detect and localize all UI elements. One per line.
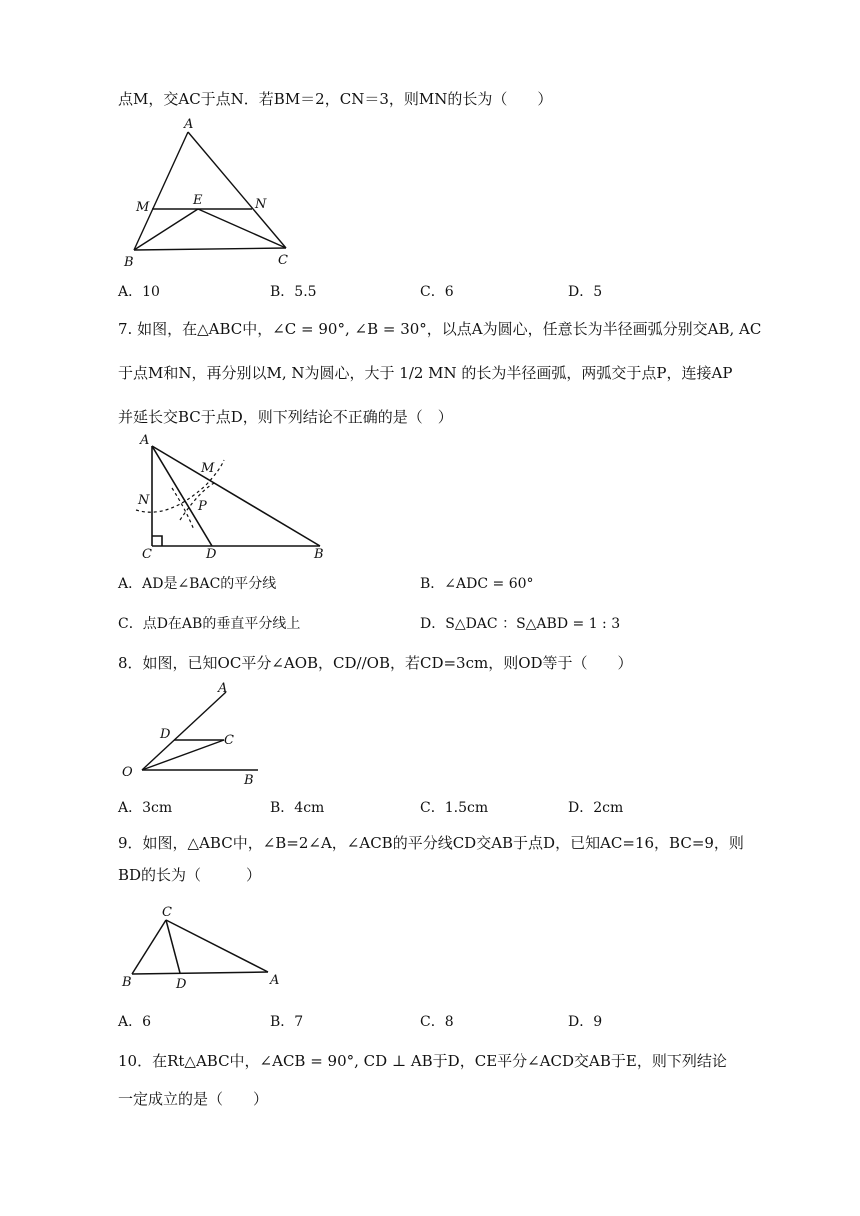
q9-triangle-figure [118,900,298,996]
q7-label-D: D [206,547,217,562]
q6-option-d: D．5 [568,284,603,300]
q8-stem: 8．如图，已知OC平分∠AOB，CD//OB，若CD=3cm，则OD等于（ ） [118,654,633,672]
q8-label-C: C [224,733,234,748]
q6-label-N: N [255,197,267,212]
q7-stem-line2: 于点M和N，再分别以M, N为圆心，大于 1/2 MN 的长为半径画弧，两弧交于点P，连接AP [118,364,733,382]
q8-label-D: D [160,727,171,742]
q7-option-a: A．AD是∠BAC的平分线 [118,576,277,592]
q7-label-C: C [142,547,152,562]
q6-label-E: E [193,193,203,208]
q8-option-b: B．4cm [270,800,325,816]
q6-stem-tail: 点M，交AC于点N．若BM＝2，CN＝3，则MN的长为（ ） [118,90,553,108]
q6-label-B: B [124,255,134,270]
q6-label-C: C [278,253,288,268]
q9-stem-line2: BD的长为（ ） [118,866,262,884]
q6-option-b: B．5.5 [270,284,317,300]
q9-label-A: A [270,973,280,988]
q7-option-d: D．S△DAC ：S△ABD = 1 : 3 [420,616,621,632]
q9-label-C: C [162,905,172,920]
q9-option-d: D．9 [568,1014,603,1030]
q8-label-O: O [122,765,133,780]
q7-stem-line1: 7. 如图，在△ABC中，∠C = 90°, ∠B = 30°，以点A为圆心，任意长为半径画弧分别交AB, AC [118,320,762,338]
q7-right-triangle-figure [128,430,338,562]
q9-option-c: C．8 [420,1014,454,1030]
q7-label-N: N [138,493,150,508]
q8-option-a: A．3cm [118,800,173,816]
q8-angle-figure [118,678,278,786]
q7-label-B: B [314,547,324,562]
q9-option-a: A．6 [118,1014,152,1030]
q9-option-b: B．7 [270,1014,304,1030]
q8-option-d: D．2cm [568,800,624,816]
q6-option-c: C．6 [420,284,454,300]
q6-triangle-figure [118,114,308,272]
q9-label-B: B [122,975,132,990]
q7-label-A: A [140,433,150,448]
q10-stem-line1: 10．在Rt△ABC中，∠ACB = 90°, CD ⊥ AB于D，CE平分∠ACD交AB于E，则下列结论 [118,1052,727,1070]
q8-label-B: B [244,773,254,786]
q8-label-A: A [218,681,228,696]
q7-option-b: B．∠ADC = 60° [420,576,534,592]
q7-label-M: M [201,461,215,476]
q7-stem-line3: 并延长交BC于点D，则下列结论不正确的是（ ） [118,408,453,426]
q7-label-P: P [198,499,207,514]
q8-option-c: C．1.5cm [420,800,489,816]
q6-label-M: M [136,200,150,215]
q6-label-A: A [184,117,194,132]
q9-stem-line1: 9．如图，△ABC中，∠B=2∠A，∠ACB的平分线CD交AB于点D，已知AC=16，BC=9，则 [118,834,744,852]
q9-label-D: D [176,977,187,992]
q10-stem-line2: 一定成立的是（ ） [118,1090,269,1108]
q6-option-a: A．10 [118,284,160,300]
q7-option-c: C．点D在AB的垂直平分线上 [118,616,301,632]
